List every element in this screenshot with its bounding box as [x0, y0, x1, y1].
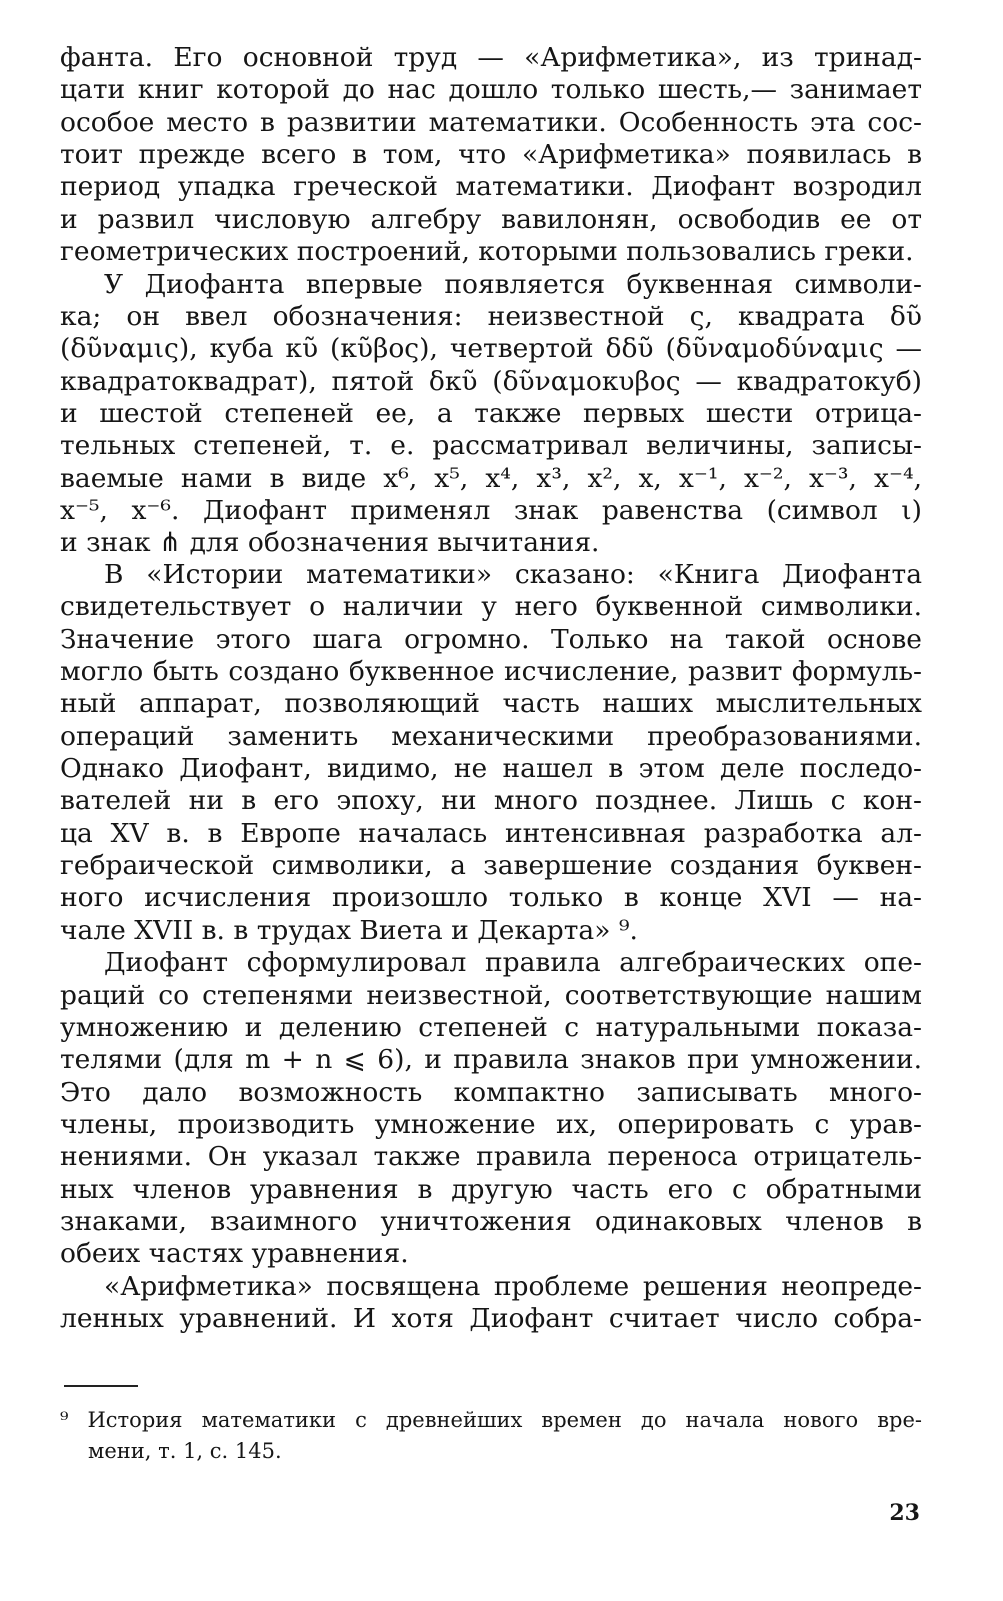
text-line: В «Истории математики» сказано: «Книга Диофанта	[104, 559, 922, 590]
text-line: тоит прежде всего в том, что «Арифметика» появилась в	[60, 139, 922, 170]
text-line: ка; он ввел обозначения: неизвестной ς, квадрата δῦ	[60, 301, 922, 332]
text-line: и шестой степеней ее, а также первых шести отрица-	[60, 398, 922, 429]
text-line: телями (для m + n ⩽ 6), и правила знаков при умножении.	[60, 1044, 922, 1075]
text-line: У Диофанта впервые появляется буквенная символи-	[104, 269, 922, 300]
text-line: особое место в развитии математики. Особенность эта сос-	[60, 107, 922, 138]
page-number: 23	[889, 1500, 920, 1526]
text-line: (δῦναμις), куба κῦ (κῦβος), четвертой δδῦ (δῦναμοδύναμις —	[60, 333, 922, 364]
text-line: и знак ⋔ для обозначения вычитания.	[60, 527, 600, 558]
text-line: ный аппарат, позволяющий часть наших мыслительных	[60, 688, 922, 719]
text-line: и развил числовую алгебру вавилонян, освободив ее от	[60, 204, 922, 235]
text-line: операций заменить механическими преобразованиями.	[60, 721, 922, 752]
text-line: гебраической символики, а завершение создания буквен-	[60, 850, 922, 881]
text-line: ваемые нами в виде x⁶, x⁵, x⁴, x³, x², x, x⁻¹, x⁻², x⁻³, x⁻⁴,	[60, 463, 922, 494]
text-line: тельных степеней, т. е. рассматривал величины, записы-	[60, 430, 922, 461]
text-line: «Арифметика» посвящена проблеме решения неопреде-	[104, 1271, 922, 1302]
footnote-line-2: мени, т. 1, с. 145.	[88, 1439, 282, 1463]
footnote-line-1: ⁹ История математики с древнейших времен до начала нового вре-	[60, 1408, 922, 1432]
text-line: период упадка греческой математики. Диофант возродил	[60, 171, 922, 202]
text-line: раций со степенями неизвестной, соответствующие нашим	[60, 980, 922, 1011]
text-line: геометрических построений, которыми пользовались греки.	[60, 236, 914, 267]
text-line: ного исчисления произошло только в конце XVI — на-	[60, 882, 922, 913]
text-line: ца XV в. в Европе началась интенсивная разработка ал-	[60, 818, 922, 849]
text-line: x⁻⁵, x⁻⁶. Диофант применял знак равенства (символ ι)	[60, 495, 922, 526]
text-line: Диофант сформулировал правила алгебраических опе-	[104, 947, 922, 978]
text-line: обеих частях уравнения.	[60, 1238, 409, 1269]
text-line: члены, производить умножение их, оперировать с урав-	[60, 1109, 922, 1140]
footnote-divider	[64, 1385, 138, 1387]
text-line: ных членов уравнения в другую часть его с обратными	[60, 1174, 922, 1205]
text-line: Значение этого шага огромно. Только на такой основе	[60, 624, 922, 655]
text-line: цати книг которой до нас дошло только шесть,— занимает	[60, 74, 922, 105]
text-line: могло быть создано буквенное исчисление, развит формуль-	[60, 656, 922, 687]
text-line: вателей ни в его эпоху, ни много позднее. Лишь с кон-	[60, 785, 922, 816]
text-line: чале XVII в. в трудах Виета и Декарта» ⁹.	[60, 915, 638, 946]
text-line: ленных уравнений. И хотя Диофант считает число собра-	[60, 1303, 922, 1334]
text-line: квадратоквадрат), пятой δκῦ (δῦναμοκυβος — квадратокуб)	[60, 366, 922, 397]
text-line: свидетельствует о наличии у него буквенной символики.	[60, 591, 922, 622]
text-line: знаками, взаимного уничтожения одинаковых членов в	[60, 1206, 922, 1237]
text-line: Однако Диофант, видимо, не нашел в этом деле последо-	[60, 753, 922, 784]
text-line: нениями. Он указал также правила переноса отрицатель-	[60, 1141, 922, 1172]
text-line: Это дало возможность компактно записывать много-	[60, 1077, 922, 1108]
text-line: умножению и делению степеней с натуральными показа-	[60, 1012, 922, 1043]
text-line: фанта. Его основной труд — «Арифметика», из тринад-	[60, 42, 922, 73]
